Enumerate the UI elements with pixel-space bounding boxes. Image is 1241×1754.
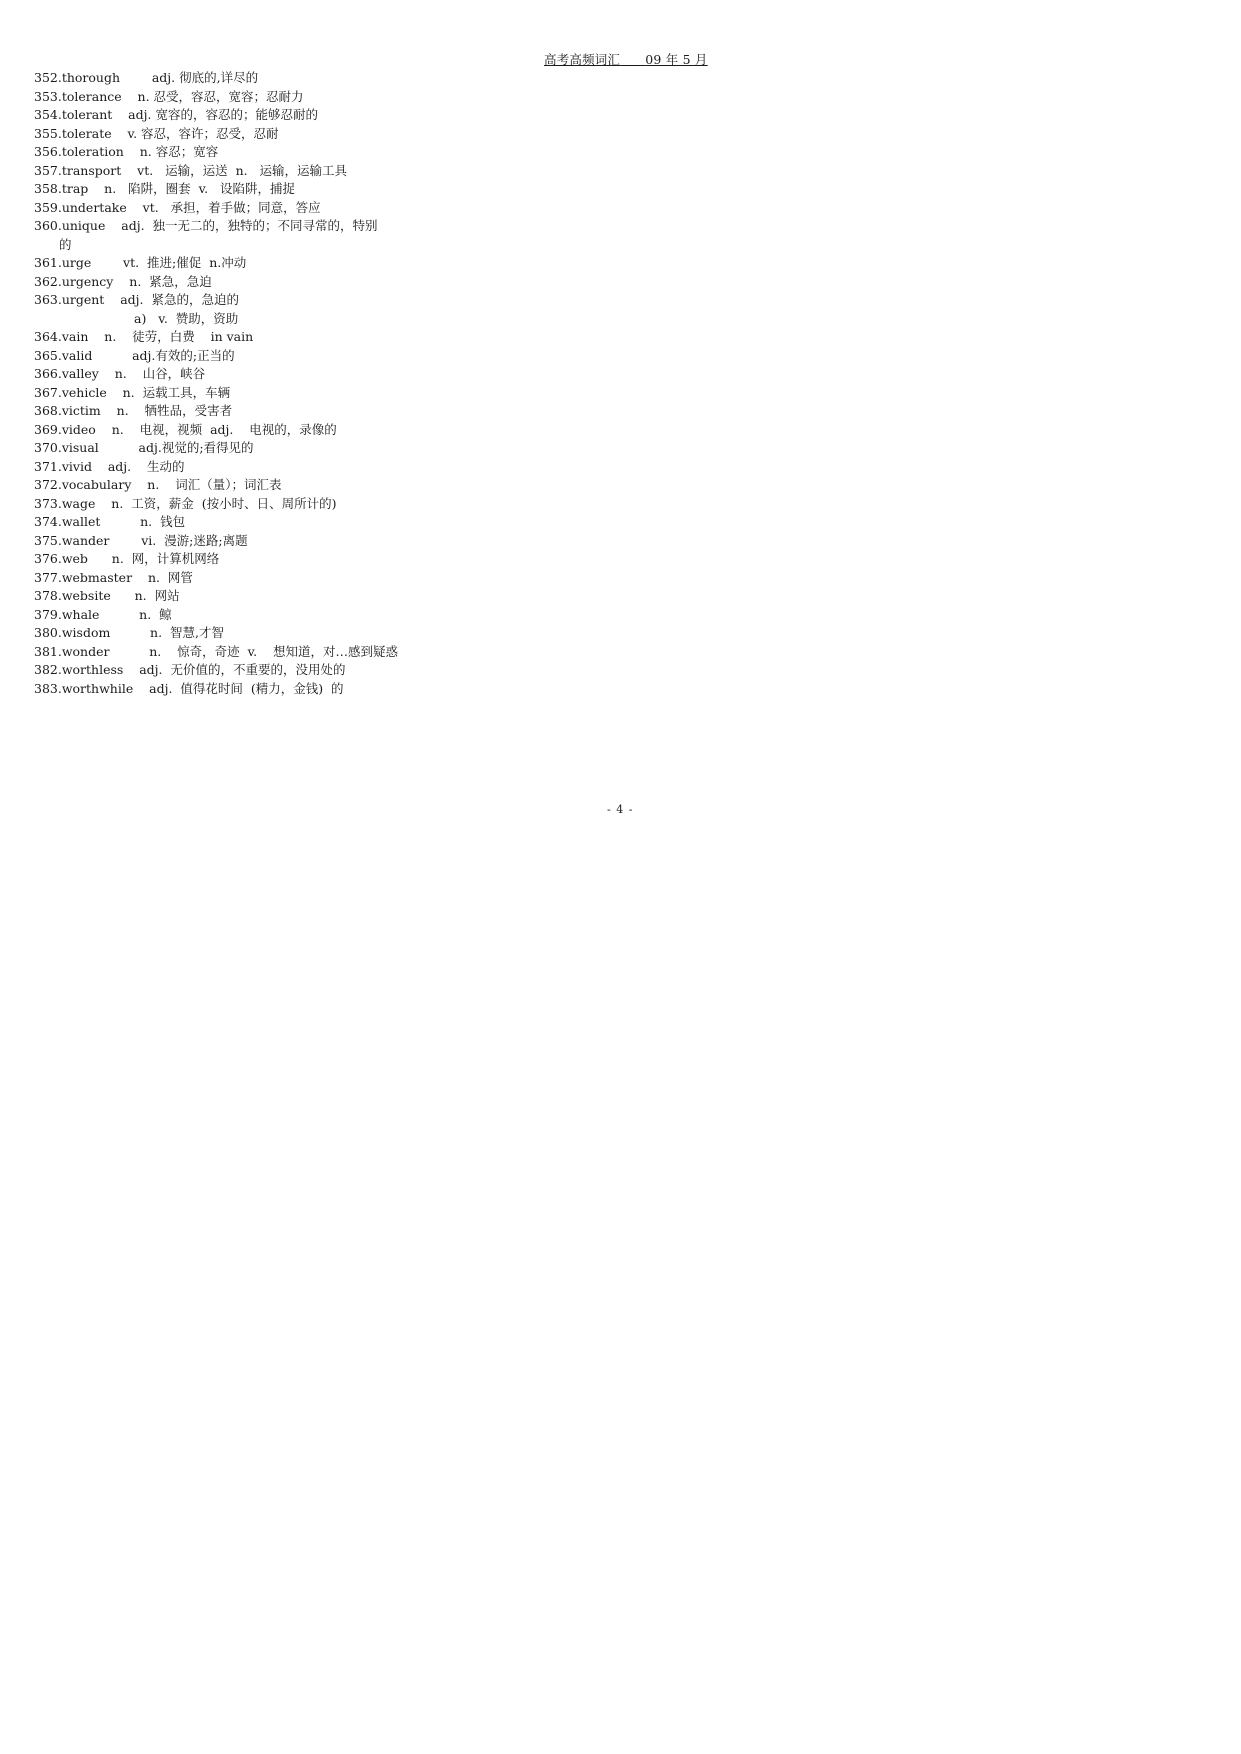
vocab-entry-text: 355.tolerate v. 容忍，容许；忍受，忍耐 [34,125,279,141]
vocab-entry-text: 362.urgency n. 紧急，急迫 [34,273,212,289]
header-date: 09 年 5 月 [645,52,708,67]
vocab-entry-text: 373.wage n. 工资，薪金 (按小时、日、周所计的) [34,495,337,511]
vocab-entry-text: 372.vocabulary n. 词汇（量）；词汇表 [34,477,282,492]
vocab-entry [34,550,414,569]
vocab-entry [34,402,414,421]
vocab-entry [34,458,414,477]
vocab-entry [34,365,414,384]
vocab-entry [34,217,414,254]
vocab-entry-text: 380.wisdom n. 智慧,才智 [34,625,225,640]
vocab-entry [34,106,414,125]
vocab-entry [34,569,414,588]
vocab-entry-text: 383.worthwhile adj. 值得花时间 (精力，金钱) 的 [34,680,344,696]
vocab-entry-text: 378.website n. 网站 [34,588,180,603]
vocab-entry-text: 365.valid adj.有效的;正当的 [34,347,235,363]
vocab-entry [34,513,414,532]
vocab-entry [34,532,414,551]
vocab-entry [34,180,414,199]
vocab-entry-text: 375.wander vi. 漫游;迷路;离题 [34,532,248,548]
vocab-entry-text: 352.thorough adj. 彻底的,详尽的 [34,70,259,85]
vocab-entry [34,125,414,144]
vocabulary-list [34,69,414,698]
vocab-entry-text: 361.urge vt. 推进;催促 n.冲动 [34,255,247,270]
vocab-entry [34,624,414,643]
vocab-entry [34,291,414,310]
vocab-entry [34,328,414,347]
vocab-entry [34,347,414,366]
vocab-entry-text: 364.vain n. 徒劳，白费 in vain [34,329,254,344]
vocab-entry [34,643,414,662]
vocab-entry [34,143,414,162]
vocab-entry [34,680,414,699]
vocab-entry [34,69,414,88]
vocab-entry-text: 371.vivid adj. 生动的 [34,458,185,474]
vocab-entry-text: 376.web n. 网，计算机网络 [34,551,220,566]
vocab-entry-text: 353.tolerance n. 忍受，容忍，宽容；忍耐力 [34,88,304,104]
vocab-entry-text: 357.transport vt. 运输，运送 n. 运输，运输工具 [34,162,348,178]
vocab-entry [34,587,414,606]
vocab-entry [34,661,414,680]
vocab-entry-text: 358.trap n. 陷阱，圈套 v. 设陷阱，捕捉 [34,181,296,196]
vocab-entry [34,254,414,273]
vocab-entry-text: 360.unique adj. 独一无二的，独特的；不同寻常的，特别 [34,218,378,233]
vocab-entry-text: 379.whale n. 鲸 [34,606,172,622]
vocab-entry-text: 370.visual adj.视觉的;看得见的 [34,440,254,455]
vocab-entry-text: 368.victim n. 牺牲品，受害者 [34,403,233,418]
header-title: 高考高频词汇 [544,52,621,67]
page-header [544,50,708,68]
vocab-entry [34,199,414,218]
vocab-entry-text: a) v. 赞助，资助 [134,310,239,326]
vocab-entry [34,88,414,107]
vocab-entry-text: 366.valley n. 山谷，峡谷 [34,366,206,381]
vocab-entry [34,476,414,495]
vocab-entry [34,606,414,625]
vocab-entry [34,421,414,440]
vocab-entry-text: 367.vehicle n. 运载工具，车辆 [34,384,231,400]
vocab-entry-text: 381.wonder n. 惊奇，奇迹 v. 想知道，对…感到疑惑 [34,643,399,659]
vocab-entry-text: 377.webmaster n. 网管 [34,569,193,585]
vocab-entry-text: 363.urgent adj. 紧急的，急迫的 [34,292,239,307]
vocab-entry-text: 382.worthless adj. 无价值的，不重要的，没用处的 [34,662,346,677]
vocab-entry [34,384,414,403]
vocab-entry [34,495,414,514]
vocab-entry [34,162,414,181]
vocab-entry [34,310,414,329]
vocab-entry [34,439,414,458]
vocab-entry [34,273,414,292]
vocab-entry-text: 356.toleration n. 容忍；宽容 [34,144,219,159]
vocab-entry-text: 369.video n. 电视，视频 adj. 电视的，录像的 [34,421,337,437]
vocab-entry-text: 354.tolerant adj. 宽容的，容忍的；能够忍耐的 [34,107,318,122]
page-number: - 4 - [607,803,634,816]
vocab-entry-text: 374.wallet n. 钱包 [34,514,186,529]
vocab-entry-text: 359.undertake vt. 承担，着手做；同意，答应 [34,199,321,215]
vocab-entry-continuation: 的 [59,236,72,252]
